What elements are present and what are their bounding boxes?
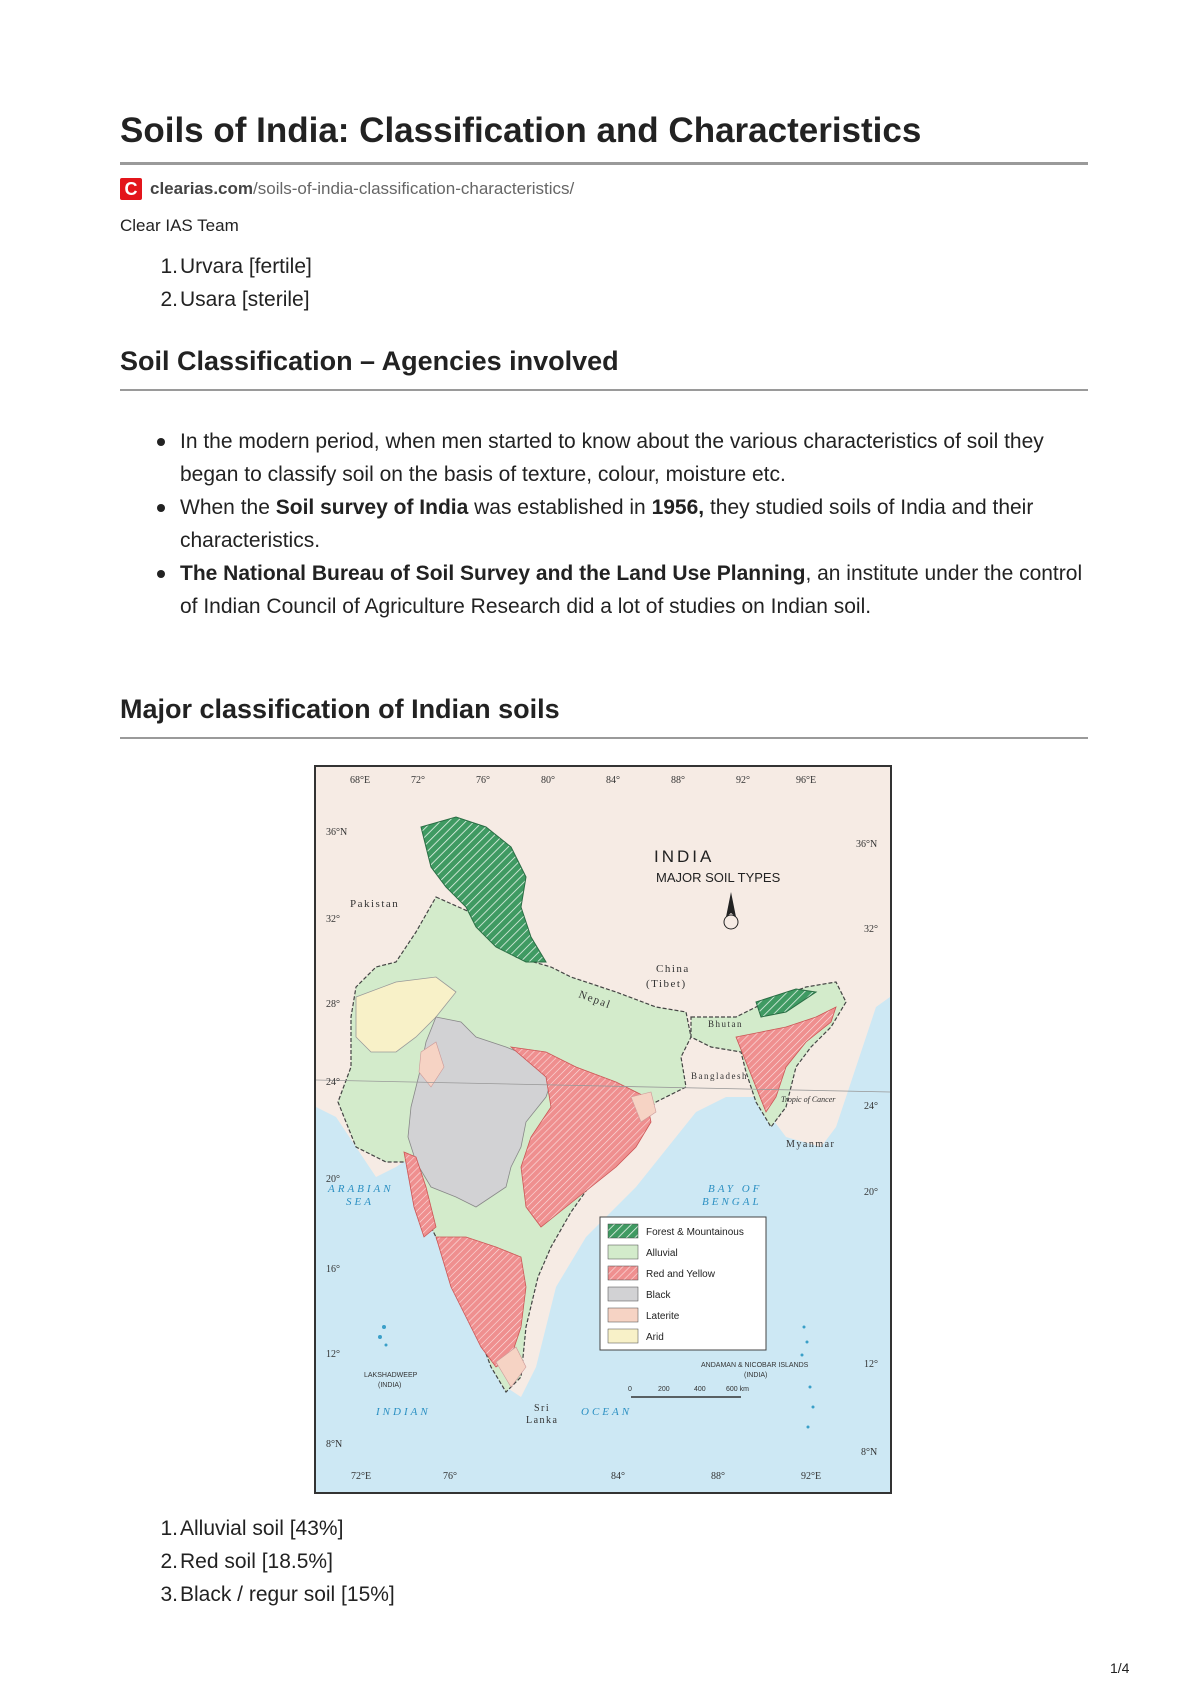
label-indian: INDIAN <box>376 1406 431 1418</box>
legend-label: Arid <box>646 1332 664 1343</box>
label-sea: SEA <box>346 1196 374 1208</box>
lon-label: 88° <box>671 775 685 786</box>
label-lakshadweep: LAKSHADWEEP <box>364 1372 418 1379</box>
list-item: 1. Alluvial soil [43%] <box>160 1517 344 1540</box>
lon-label: 84° <box>611 1471 625 1482</box>
legend-label: Laterite <box>646 1311 680 1322</box>
source-path[interactable]: /soils-of-india-classification-characteristics/ <box>253 179 575 198</box>
page-title: Soils of India: Classification and Characteristics <box>120 108 1088 165</box>
agencies-list <box>120 425 1090 623</box>
legend-swatch-alluvial <box>608 1245 638 1259</box>
scale-label: 200 <box>658 1386 670 1393</box>
legend-swatch-arid <box>608 1329 638 1343</box>
lat-label: 32° <box>864 924 878 935</box>
lat-label: 12° <box>326 1349 340 1360</box>
lat-label: 28° <box>326 999 340 1010</box>
lat-label: 36°N <box>326 827 348 838</box>
label-china: China <box>656 963 690 975</box>
label-tropic: Tropic of Cancer <box>781 1095 836 1104</box>
list-item: 1. Urvara [fertile] <box>160 255 312 278</box>
lat-label: 24° <box>326 1077 340 1088</box>
lat-label: 36°N <box>856 839 878 850</box>
label-andaman-india: (INDIA) <box>744 1372 768 1379</box>
soil-types-list <box>120 1512 1090 1611</box>
legend-swatch-black <box>608 1287 638 1301</box>
scale-label: 600 km <box>726 1386 749 1393</box>
map-title-1: INDIA <box>654 847 715 866</box>
list-item: 2. Usara [sterile] <box>160 288 310 311</box>
label-bhutan: Bhutan <box>708 1019 743 1029</box>
legend-swatch-forest <box>608 1224 638 1238</box>
scale-label: 400 <box>694 1386 706 1393</box>
source-host[interactable]: clearias.com <box>150 179 254 198</box>
label-myanmar: Myanmar <box>786 1139 836 1150</box>
lon-label: 76° <box>476 775 490 786</box>
label-bay: BAY OF <box>708 1183 763 1195</box>
legend-swatch-red <box>608 1266 638 1280</box>
list-item: In the modern period, when men started to know about the various characteristics of soil they began to classify soil on the basis of texture, colour, moisture etc. <box>120 425 1090 491</box>
lat-label: 12° <box>864 1359 878 1370</box>
lon-label: 72°E <box>351 1471 372 1482</box>
label-lanka: Lanka <box>526 1415 559 1426</box>
author: Clear IAS Team <box>120 216 239 235</box>
lat-label: 16° <box>326 1264 340 1275</box>
lat-label: 20° <box>326 1174 340 1185</box>
label-ocean: OCEAN <box>581 1406 633 1418</box>
label-arabian: ARABIAN <box>328 1183 394 1195</box>
list-item: 3. Black / regur soil [15%] <box>160 1583 395 1606</box>
india-soil-map <box>314 765 892 1494</box>
lat-label: 8°N <box>326 1439 343 1450</box>
lat-label: 32° <box>326 914 340 925</box>
label-nepal: Nepal <box>576 988 613 1012</box>
section-heading-classification: Major classification of Indian soils <box>120 691 1088 739</box>
map-title-2: MAJOR SOIL TYPES <box>656 870 781 885</box>
legend-label: Red and Yellow <box>646 1269 715 1280</box>
section-heading-agencies: Soil Classification – Agencies involved <box>120 343 1088 391</box>
legend-label: Alluvial <box>646 1248 678 1259</box>
label-bangladesh: Bangladesh <box>691 1071 748 1081</box>
lon-label: 80° <box>541 775 555 786</box>
legend-swatch-laterite <box>608 1308 638 1322</box>
lon-label: 68°E <box>350 775 371 786</box>
lat-label: 20° <box>864 1187 878 1198</box>
list-item: The National Bureau of Soil Survey and the Land Use Planning, an institute under the control of Indian Council of Agriculture Research did a lot of studies on Indian soil. <box>120 557 1090 623</box>
legend-label: Forest & Mountainous <box>646 1227 744 1238</box>
list-item: When the Soil survey of India was established in 1956, they studied soils of India and their characteristics. <box>120 491 1090 557</box>
label-lakshadweep-india: (INDIA) <box>378 1382 402 1389</box>
list-item: 2. Red soil [18.5%] <box>160 1550 333 1573</box>
label-bengal: BENGAL <box>702 1196 762 1208</box>
label-andaman: ANDAMAN & NICOBAR ISLANDS <box>701 1362 809 1369</box>
lat-label: 24° <box>864 1101 878 1112</box>
label-sri: Sri <box>534 1403 551 1414</box>
clearias-logo-icon: C <box>120 178 142 200</box>
intro-list <box>120 250 1090 316</box>
page-number: 1/4 <box>1110 1660 1130 1676</box>
lon-label: 92° <box>736 775 750 786</box>
lon-label: 76° <box>443 1471 457 1482</box>
lon-label: 88° <box>711 1471 725 1482</box>
scale-label: 0 <box>628 1386 632 1393</box>
label-pakistan: Pakistan <box>350 898 400 910</box>
lon-label: 92°E <box>801 1471 822 1482</box>
lon-label: 96°E <box>796 775 817 786</box>
lat-label: 8°N <box>861 1447 878 1458</box>
lon-label: 72° <box>411 775 425 786</box>
label-tibet: (Tibet) <box>646 978 687 990</box>
legend-label: Black <box>646 1290 671 1301</box>
map-legend <box>600 1217 766 1350</box>
lon-label: 84° <box>606 775 620 786</box>
source-line <box>120 177 574 201</box>
